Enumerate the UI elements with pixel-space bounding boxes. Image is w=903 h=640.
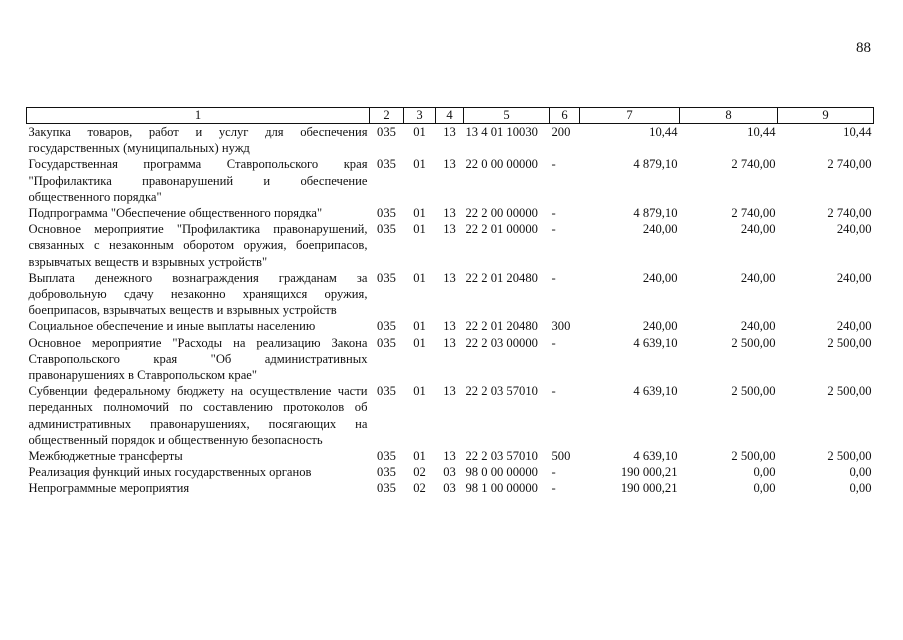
row-amount-col7: 4 639,10 bbox=[633, 384, 678, 399]
row-amount-col8: 2 740,00 bbox=[731, 206, 776, 221]
row-target-article: 22 2 01 20480 bbox=[465, 319, 538, 334]
table-row bbox=[27, 221, 874, 270]
row-expense-type: 200 bbox=[551, 125, 571, 139]
table-row bbox=[27, 205, 874, 221]
row-expense-type: - bbox=[551, 335, 556, 350]
row-section-code: 01 bbox=[413, 222, 426, 237]
row-name: Подпрограмма "Обеспечение общественного порядка" bbox=[28, 206, 323, 221]
row-subsection-code: 13 bbox=[443, 270, 456, 285]
row-amount-col7: 190 000,21 bbox=[620, 481, 678, 496]
row-expense-type: - bbox=[551, 465, 556, 480]
row-amount-col8: 240,00 bbox=[740, 270, 776, 285]
row-amount-col8: 2 500,00 bbox=[731, 384, 776, 399]
table-row bbox=[27, 124, 874, 157]
row-subsection-code: 13 bbox=[443, 335, 456, 350]
col-header-3: 3 bbox=[404, 108, 436, 124]
row-section-code: 01 bbox=[413, 206, 426, 221]
col-header-2: 2 bbox=[370, 108, 404, 124]
table-body bbox=[27, 124, 874, 497]
row-expense-type: - bbox=[551, 270, 556, 285]
row-amount-col9: 2 500,00 bbox=[827, 335, 872, 350]
row-amount-col7: 4 879,10 bbox=[633, 206, 678, 221]
row-section-code: 01 bbox=[413, 319, 426, 334]
row-target-article: 22 2 03 57010 bbox=[465, 384, 538, 399]
row-ved-code: 035 bbox=[377, 270, 396, 285]
row-ved-code: 035 bbox=[377, 465, 396, 480]
row-amount-col7: 240,00 bbox=[642, 319, 678, 334]
row-target-article: 98 1 00 00000 bbox=[465, 481, 538, 496]
row-name: Непрограммные мероприятия bbox=[28, 481, 190, 496]
row-name: Выплата денежного вознаграждения гражданам за добровольную сдачу незаконно хранящихся оружия, боеприпасов, взрывчатых веществ и взрывных устройств bbox=[28, 270, 368, 318]
row-target-article: 22 2 00 00000 bbox=[465, 206, 538, 221]
row-section-code: 02 bbox=[413, 465, 426, 480]
row-amount-col8: 10,44 bbox=[747, 125, 776, 139]
row-subsection-code: 13 bbox=[443, 384, 456, 399]
row-target-article: 22 2 03 57010 bbox=[465, 449, 538, 464]
row-name: Основное мероприятие "Расходы на реализацию Закона Ставропольского края "Об административных правонарушениях в Ставропольском крае" bbox=[28, 335, 368, 383]
row-ved-code: 035 bbox=[377, 335, 396, 350]
col-header-1: 1 bbox=[27, 108, 370, 124]
row-amount-col7: 10,44 bbox=[649, 125, 678, 139]
table-header-row bbox=[27, 108, 874, 124]
row-amount-col9: 2 500,00 bbox=[827, 384, 872, 399]
row-amount-col8: 2 740,00 bbox=[731, 157, 776, 172]
row-subsection-code: 13 bbox=[443, 206, 456, 221]
row-expense-type: - bbox=[551, 222, 556, 237]
row-expense-type: 500 bbox=[551, 449, 571, 464]
table-row bbox=[27, 156, 874, 205]
row-subsection-code: 03 bbox=[443, 465, 456, 480]
row-name: Межбюджетные трансферты bbox=[28, 449, 183, 464]
table-row bbox=[27, 448, 874, 464]
page-number: 88 bbox=[856, 40, 871, 56]
row-name: Основное мероприятие "Профилактика правонарушений, связанных с незаконным оборотом оружия, боеприпасов, взрывчатых веществ и взрывных устройств" bbox=[28, 222, 368, 269]
row-subsection-code: 03 bbox=[443, 481, 456, 496]
row-amount-col7: 4 639,10 bbox=[633, 335, 678, 350]
row-amount-col9: 240,00 bbox=[836, 270, 872, 285]
row-subsection-code: 13 bbox=[443, 449, 456, 464]
row-ved-code: 035 bbox=[377, 481, 396, 496]
col-header-8: 8 bbox=[680, 108, 778, 124]
row-ved-code: 035 bbox=[377, 157, 396, 172]
table-row bbox=[27, 464, 874, 480]
row-name: Социальное обеспечение и иные выплаты населению bbox=[28, 319, 316, 334]
row-name: Реализация функций иных государственных органов bbox=[28, 465, 312, 480]
col-header-5: 5 bbox=[464, 108, 550, 124]
table-row bbox=[27, 270, 874, 319]
row-section-code: 01 bbox=[413, 335, 426, 350]
row-expense-type: - bbox=[551, 206, 556, 221]
row-expense-type: - bbox=[551, 481, 556, 496]
row-amount-col8: 0,00 bbox=[753, 465, 776, 480]
row-name: Закупка товаров, работ и услуг для обеспечения государственных (муниципальных) нужд bbox=[28, 125, 368, 156]
row-amount-col9: 2 740,00 bbox=[827, 157, 872, 172]
row-amount-col9: 10,44 bbox=[843, 125, 872, 139]
table-row bbox=[27, 383, 874, 448]
row-target-article: 13 4 01 10030 bbox=[465, 125, 538, 139]
row-ved-code: 035 bbox=[377, 222, 396, 237]
row-amount-col8: 240,00 bbox=[740, 222, 776, 237]
row-amount-col7: 190 000,21 bbox=[620, 465, 678, 480]
col-header-7: 7 bbox=[580, 108, 680, 124]
row-ved-code: 035 bbox=[377, 384, 396, 399]
row-amount-col8: 2 500,00 bbox=[731, 449, 776, 464]
row-section-code: 01 bbox=[413, 270, 426, 285]
col-header-9: 9 bbox=[778, 108, 874, 124]
row-amount-col7: 4 639,10 bbox=[633, 449, 678, 464]
row-target-article: 22 2 01 00000 bbox=[465, 222, 538, 237]
row-amount-col9: 2 740,00 bbox=[827, 206, 872, 221]
row-amount-col7: 240,00 bbox=[642, 270, 678, 285]
row-subsection-code: 13 bbox=[443, 222, 456, 237]
row-amount-col7: 4 879,10 bbox=[633, 157, 678, 172]
row-ved-code: 035 bbox=[377, 125, 396, 139]
row-subsection-code: 13 bbox=[443, 125, 456, 139]
row-ved-code: 035 bbox=[377, 206, 396, 221]
row-expense-type: 300 bbox=[551, 319, 571, 334]
row-target-article: 22 2 03 00000 bbox=[465, 335, 538, 350]
row-name: Субвенции федеральному бюджету на осуществление части переданных полномочий по составлению протоколов об административных правонарушениях, посягающих на общественный порядок и общественную безопасность bbox=[28, 384, 368, 447]
row-expense-type: - bbox=[551, 384, 556, 399]
col-header-6: 6 bbox=[550, 108, 580, 124]
table-row bbox=[27, 318, 874, 334]
budget-table bbox=[26, 107, 874, 497]
row-amount-col7: 240,00 bbox=[642, 222, 678, 237]
row-section-code: 01 bbox=[413, 125, 426, 139]
row-expense-type: - bbox=[551, 157, 556, 172]
row-amount-col9: 240,00 bbox=[836, 319, 872, 334]
row-amount-col9: 240,00 bbox=[836, 222, 872, 237]
row-target-article: 98 0 00 00000 bbox=[465, 465, 538, 480]
row-amount-col9: 0,00 bbox=[849, 465, 872, 480]
row-target-article: 22 0 00 00000 bbox=[465, 157, 538, 172]
row-subsection-code: 13 bbox=[443, 157, 456, 172]
row-amount-col9: 2 500,00 bbox=[827, 449, 872, 464]
col-header-4: 4 bbox=[436, 108, 464, 124]
row-section-code: 01 bbox=[413, 157, 426, 172]
row-section-code: 02 bbox=[413, 481, 426, 496]
row-section-code: 01 bbox=[413, 384, 426, 399]
row-name: Государственная программа Ставропольского края "Профилактика правонарушений и обеспечение общественного порядка" bbox=[28, 157, 368, 204]
row-section-code: 01 bbox=[413, 449, 426, 464]
table-row bbox=[27, 335, 874, 384]
row-amount-col8: 0,00 bbox=[753, 481, 776, 496]
table-row bbox=[27, 480, 874, 496]
row-amount-col9: 0,00 bbox=[849, 481, 872, 496]
row-subsection-code: 13 bbox=[443, 319, 456, 334]
row-ved-code: 035 bbox=[377, 449, 396, 464]
row-target-article: 22 2 01 20480 bbox=[465, 270, 538, 285]
row-ved-code: 035 bbox=[377, 319, 396, 334]
row-amount-col8: 2 500,00 bbox=[731, 335, 776, 350]
row-amount-col8: 240,00 bbox=[740, 319, 776, 334]
